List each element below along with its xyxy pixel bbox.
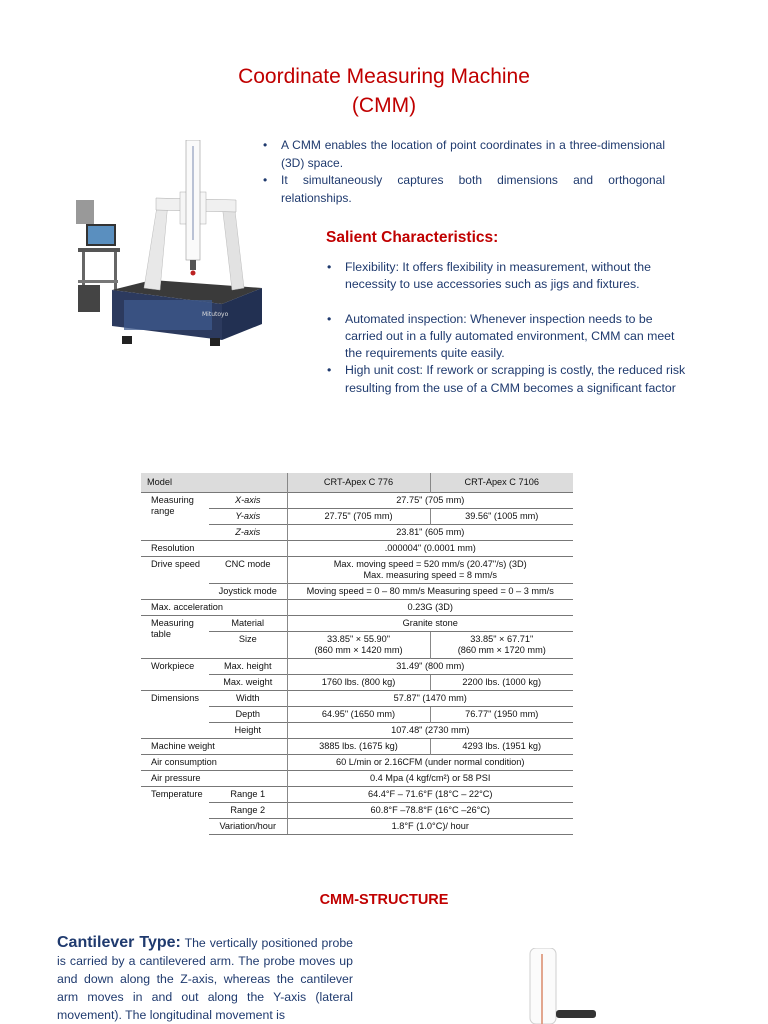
spec-header-col2: CRT-Apex C 7106: [430, 473, 573, 493]
salient-item-cost: • High unit cost: If rework or scrapping is costly, the reduced risk resulting from the use of a CMM becomes a significant factor: [327, 362, 689, 397]
size-line: 33.85" × 55.90": [327, 634, 390, 644]
salient-list: [327, 259, 689, 397]
spec-table: [141, 473, 573, 835]
size-line: (860 mm × 1420 mm): [314, 645, 403, 655]
table-row: [141, 616, 573, 632]
row-sublabel: X-axis: [209, 493, 287, 509]
cell-value: Granite stone: [287, 616, 573, 632]
row-label: Air pressure: [141, 771, 287, 787]
spec-header-row: [141, 473, 573, 493]
cell-value: [287, 632, 430, 659]
cantilever-text: The vertically positioned probe is carried by a cantilevered arm. The probe moves up and down along the Z-axis, whereas the cantilever arm moves in and out along the Y-axis (lateral movement). The longitudinal movement is: [57, 936, 353, 1022]
row-sublabel: Z-axis: [209, 525, 287, 541]
cmm-machine-illustration: [72, 140, 268, 366]
cell-value: 3885 lbs. (1675 kg): [287, 739, 430, 755]
row-sublabel: Width: [209, 691, 287, 707]
row-label: Machine weight: [141, 739, 287, 755]
cell-value: 60 L/min or 2.16CFM (under normal condition): [287, 755, 573, 771]
table-row: [141, 493, 573, 509]
salient-item-automated: • Automated inspection: Whenever inspection needs to be carried out in a fully automated environment, CMM can meet the requirements quite easily.: [327, 311, 689, 363]
cell-value: 23.81" (605 mm): [287, 525, 573, 541]
row-label: Resolution: [141, 541, 287, 557]
cell-value: 1760 lbs. (800 kg): [287, 675, 430, 691]
row-sublabel: Joystick mode: [209, 584, 287, 600]
row-label: Temperature: [141, 787, 209, 835]
cell-value: Moving speed = 0 – 80 mm/s Measuring speed = 0 – 3 mm/s: [287, 584, 573, 600]
cell-value: 64.95" (1650 mm): [287, 707, 430, 723]
size-line: 33.85" × 67.71": [470, 634, 534, 644]
cell-value: 39.56" (1005 mm): [430, 509, 573, 525]
row-label: Measuring table: [141, 616, 209, 659]
structure-heading: CMM-STRUCTURE: [319, 892, 449, 908]
cell-value: 0.4 Mpa (4 kgf/cm²) or 58 PSI: [287, 771, 573, 787]
cell-value: 1.8°F (1.0°C)/ hour: [287, 819, 573, 835]
row-sublabel: CNC mode: [209, 557, 287, 584]
cell-value: [287, 557, 573, 584]
row-label: Drive speed: [141, 557, 209, 600]
cell-value: 27.75" (705 mm): [287, 493, 573, 509]
table-row: [141, 541, 573, 557]
cell-value: 4293 lbs. (1951 kg): [430, 739, 573, 755]
row-sublabel: Height: [209, 723, 287, 739]
table-row: [141, 755, 573, 771]
intro-bullet: • It simultaneously captures both dimensions and orthogonal relationships.: [263, 172, 665, 207]
cell-value: 0.23G (3D): [287, 600, 573, 616]
cell-value: 2200 lbs. (1000 kg): [430, 675, 573, 691]
spec-header-col1: CRT-Apex C 776: [287, 473, 430, 493]
table-row: [141, 691, 573, 707]
cell-value: [430, 632, 573, 659]
table-row: [141, 739, 573, 755]
size-line: (860 mm × 1720 mm): [457, 645, 546, 655]
row-label: Max. acceleration: [141, 600, 287, 616]
title-line-2: (CMM): [351, 94, 417, 118]
row-sublabel: Max. height: [209, 659, 287, 675]
machine-brand-label: Mitutoyo: [202, 311, 229, 318]
table-row: [141, 600, 573, 616]
cell-value: 60.8°F –78.8°F (16°C –26°C): [287, 803, 573, 819]
cantilever-paragraph: [57, 934, 353, 1024]
row-label: Air consumption: [141, 755, 287, 771]
cell-value: 76.77" (1950 mm): [430, 707, 573, 723]
cnc-speed-line: Max. measuring speed = 8 mm/s: [363, 570, 498, 580]
row-sublabel: Max. weight: [209, 675, 287, 691]
table-row: [141, 787, 573, 803]
row-sublabel: Y-axis: [209, 509, 287, 525]
row-label: Dimensions: [141, 691, 209, 739]
cnc-speed-line: Max. moving speed = 520 mm/s (20.47"/s) (3D): [333, 559, 527, 569]
cell-value: .000004" (0.0001 mm): [287, 541, 573, 557]
spec-header-model: Model: [141, 473, 287, 493]
salient-item-flexibility: • Flexibility: It offers flexibility in measurement, without the necessity to use accessories such as jigs and fixtures.: [327, 259, 689, 294]
table-row: [141, 659, 573, 675]
cell-value: 31.49" (800 mm): [287, 659, 573, 675]
cantilever-title: Cantilever Type:: [57, 934, 181, 951]
intro-bullet: • A CMM enables the location of point coordinates in a three-dimensional (3D) space.: [263, 137, 665, 172]
row-sublabel: Variation/hour: [209, 819, 287, 835]
cantilever-machine-illustration: [520, 948, 600, 1024]
salient-heading: Salient Characteristics:: [326, 229, 499, 246]
cell-value: 27.75" (705 mm): [287, 509, 430, 525]
row-label: Measuring range: [141, 493, 209, 541]
page-title: [0, 62, 768, 120]
row-sublabel: Range 2: [209, 803, 287, 819]
title-line-1: Coordinate Measuring Machine: [238, 65, 530, 89]
row-sublabel: Material: [209, 616, 287, 632]
row-sublabel: Depth: [209, 707, 287, 723]
table-row: [141, 557, 573, 584]
table-row: [141, 771, 573, 787]
cell-value: 64.4°F – 71.6°F (18°C – 22°C): [287, 787, 573, 803]
cell-value: 57.87" (1470 mm): [287, 691, 573, 707]
intro-bullets: [263, 137, 665, 207]
row-sublabel: Range 1: [209, 787, 287, 803]
row-label: Workpiece: [141, 659, 209, 691]
row-sublabel: Size: [209, 632, 287, 659]
cell-value: 107.48" (2730 mm): [287, 723, 573, 739]
